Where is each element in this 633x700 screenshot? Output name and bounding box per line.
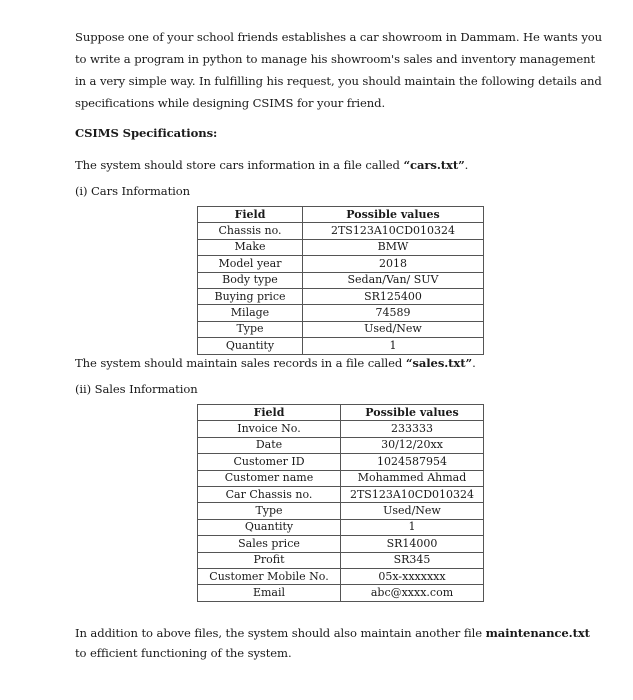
table-row <box>198 454 484 470</box>
field-cell: Invoice No. <box>198 421 341 437</box>
cars-filename: “cars.txt” <box>403 158 465 172</box>
value-cell: 30/12/20xx <box>341 437 484 453</box>
value-cell: 1 <box>341 519 484 535</box>
field-cell: Date <box>198 437 341 453</box>
field-cell: Quantity <box>198 519 341 535</box>
table-row <box>198 421 484 437</box>
value-cell: 2TS123A10CD010324 <box>341 486 484 502</box>
table-row <box>198 519 484 535</box>
maintenance-paragraph <box>75 623 603 663</box>
field-cell: Customer Mobile No. <box>198 568 341 584</box>
spec-heading: CSIMS Specifications: <box>75 126 218 140</box>
table-row <box>198 437 484 453</box>
value-cell: 74589 <box>303 305 484 321</box>
cars-file-sentence <box>75 158 468 172</box>
sales-file-text: The system should maintain sales records in a file called <box>75 356 406 370</box>
table-row <box>198 239 484 255</box>
table-row <box>198 552 484 568</box>
sales-file-sentence <box>75 356 476 370</box>
field-cell: Chassis no. <box>198 223 303 239</box>
field-cell: Sales price <box>198 536 341 552</box>
sales-file-period: . <box>472 356 476 370</box>
intro-text: Suppose one of your school friends establishes a car showroom in Dammam. He wants you to write a program in python to manage his showroom's sales and inventory management in a very simple way. In fulfilling his request, you should maintain the following details and specifications while designing CSIMS for your friend. <box>75 30 603 110</box>
table-row <box>198 470 484 486</box>
value-cell: 233333 <box>341 421 484 437</box>
table-row <box>198 256 484 272</box>
field-header: Field <box>198 207 303 223</box>
sales-filename: “sales.txt” <box>405 356 473 370</box>
table-row <box>198 305 484 321</box>
cars-file-period: . <box>464 158 469 172</box>
table-header-row <box>198 405 484 421</box>
table-row <box>198 568 484 584</box>
cars-section-title: (i) Cars Information <box>75 184 190 198</box>
values-header: Possible values <box>341 405 484 421</box>
value-cell: 1 <box>303 338 484 354</box>
value-cell: abc@xxxx.com <box>341 585 484 601</box>
field-cell: Buying price <box>198 288 303 304</box>
table-row <box>198 288 484 304</box>
value-cell: 2TS123A10CD010324 <box>303 223 484 239</box>
value-cell: 05x-xxxxxxx <box>341 568 484 584</box>
field-cell: Quantity <box>198 338 303 354</box>
value-cell: SR125400 <box>303 288 484 304</box>
value-cell: Sedan/Van/ SUV <box>303 272 484 288</box>
field-cell: Milage <box>198 305 303 321</box>
table-row <box>198 503 484 519</box>
field-cell: Profit <box>198 552 341 568</box>
field-cell: Body type <box>198 272 303 288</box>
maintenance-text-end: to efficient functioning of the system. <box>75 646 292 660</box>
table-row <box>198 338 484 354</box>
value-cell: SR14000 <box>341 536 484 552</box>
maintenance-text: In addition to above files, the system should also maintain another file <box>75 626 486 640</box>
cars-info-table <box>197 206 484 355</box>
intro-paragraph <box>75 26 603 114</box>
table-row <box>198 321 484 337</box>
table-row <box>198 272 484 288</box>
field-cell: Email <box>198 585 341 601</box>
field-cell: Customer ID <box>198 454 341 470</box>
value-cell: BMW <box>303 239 484 255</box>
sales-section-title: (ii) Sales Information <box>75 382 198 396</box>
field-header: Field <box>198 405 341 421</box>
cars-file-text: The system should store cars information in a file called <box>75 158 404 172</box>
value-cell: Mohammed Ahmad <box>341 470 484 486</box>
field-cell: Customer name <box>198 470 341 486</box>
value-cell: Used/New <box>303 321 484 337</box>
value-cell: Used/New <box>341 503 484 519</box>
sales-info-table <box>197 404 484 602</box>
field-cell: Type <box>198 503 341 519</box>
field-cell: Model year <box>198 256 303 272</box>
table-row <box>198 536 484 552</box>
table-row <box>198 585 484 601</box>
value-cell: 1024587954 <box>341 454 484 470</box>
values-header: Possible values <box>303 207 484 223</box>
maintenance-filename: maintenance.txt <box>485 626 590 640</box>
field-cell: Car Chassis no. <box>198 486 341 502</box>
field-cell: Make <box>198 239 303 255</box>
value-cell: 2018 <box>303 256 484 272</box>
table-row <box>198 223 484 239</box>
value-cell: SR345 <box>341 552 484 568</box>
table-row <box>198 486 484 502</box>
table-header-row <box>198 207 484 223</box>
field-cell: Type <box>198 321 303 337</box>
